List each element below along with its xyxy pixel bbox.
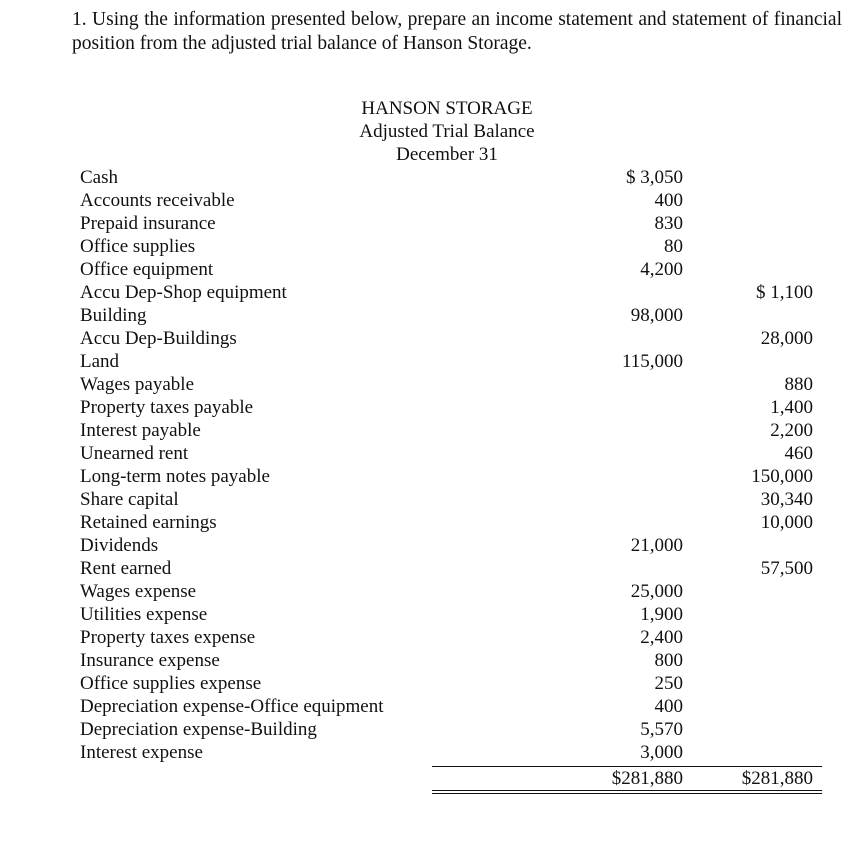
statement-title: Adjusted Trial Balance [359,121,535,142]
debit-amount: 2,400 [640,627,683,648]
table-row [0,166,865,189]
account-name: Unearned rent [80,443,189,464]
table-row [0,189,865,212]
table-row [0,488,865,511]
credit-amount: 460 [784,443,813,464]
table-row [0,649,865,672]
debit-amount: $ 3,050 [626,167,683,188]
total-credit: $281,880 [741,768,813,789]
credit-amount: 30,340 [760,489,813,510]
table-row [0,281,865,304]
table-row [0,626,865,649]
table-row [0,235,865,258]
account-name: Interest expense [80,742,203,763]
account-name: Cash [80,167,118,188]
table-row [0,304,865,327]
account-name: Wages expense [80,581,197,602]
account-name: Property taxes expense [80,627,256,648]
table-row [0,695,865,718]
table-row [0,718,865,741]
debit-amount: 1,900 [640,604,683,625]
credit-amount: 10,000 [760,512,813,533]
account-name: Rent earned [80,558,172,579]
credit-amount: 150,000 [751,466,813,487]
totals-row [0,767,865,790]
account-name: Depreciation expense-Office equipment [80,696,384,717]
debit-amount: 3,000 [640,742,683,763]
table-row [0,672,865,695]
table-row [0,580,865,603]
debit-amount: 115,000 [621,351,683,372]
account-name: Accu Dep-Shop equipment [80,282,287,303]
table-row [0,511,865,534]
statement-date: December 31 [396,144,498,165]
account-name: Land [80,351,120,372]
account-name: Retained earnings [80,512,217,533]
account-name: Office supplies expense [80,673,262,694]
debit-amount: 830 [654,213,683,234]
question-text: 1. Using the information presented below, prepare an income statement and statement of financial position from the adjusted trial balance of Hanson Storage. [72,9,842,54]
table-row [0,350,865,373]
account-name: Dividends [80,535,159,556]
credit-amount: 1,400 [770,397,813,418]
account-name: Building [80,305,147,326]
debit-amount: 250 [654,673,683,694]
totals-double-rule-top [432,790,822,791]
account-name: Office supplies [80,236,196,257]
table-row [0,557,865,580]
account-name: Office equipment [80,259,214,280]
table-row [0,396,865,419]
debit-amount: 400 [654,190,683,211]
table-row [0,603,865,626]
table-row [0,534,865,557]
account-name: Long-term notes payable [80,466,270,487]
account-name: Accounts receivable [80,190,235,211]
table-row [0,741,865,764]
debit-amount: 98,000 [630,305,683,326]
table-row [0,212,865,235]
table-row [0,465,865,488]
table-row [0,258,865,281]
debit-amount: 80 [664,236,683,257]
debit-amount: 4,200 [640,259,683,280]
account-name: Insurance expense [80,650,220,671]
account-name: Depreciation expense-Building [80,719,317,740]
credit-amount: $ 1,100 [756,282,813,303]
debit-amount: 25,000 [630,581,683,602]
account-name: Wages payable [80,374,194,395]
account-name: Interest payable [80,420,201,441]
total-debit: $281,880 [611,768,683,789]
debit-amount: 5,570 [640,719,683,740]
account-name: Share capital [80,489,179,510]
debit-amount: 400 [654,696,683,717]
table-row [0,442,865,465]
account-name: Property taxes payable [80,397,254,418]
credit-amount: 57,500 [760,558,813,579]
table-row [0,327,865,350]
account-name: Prepaid insurance [80,213,216,234]
totals-double-rule-bottom [432,793,822,794]
table-row [0,373,865,396]
debit-amount: 800 [654,650,683,671]
account-name: Utilities expense [80,604,208,625]
debit-amount: 21,000 [630,535,683,556]
credit-amount: 28,000 [760,328,813,349]
company-name: HANSON STORAGE [361,98,533,119]
credit-amount: 880 [784,374,813,395]
credit-amount: 2,200 [770,420,813,441]
account-name: Accu Dep-Buildings [80,328,237,349]
table-row [0,419,865,442]
